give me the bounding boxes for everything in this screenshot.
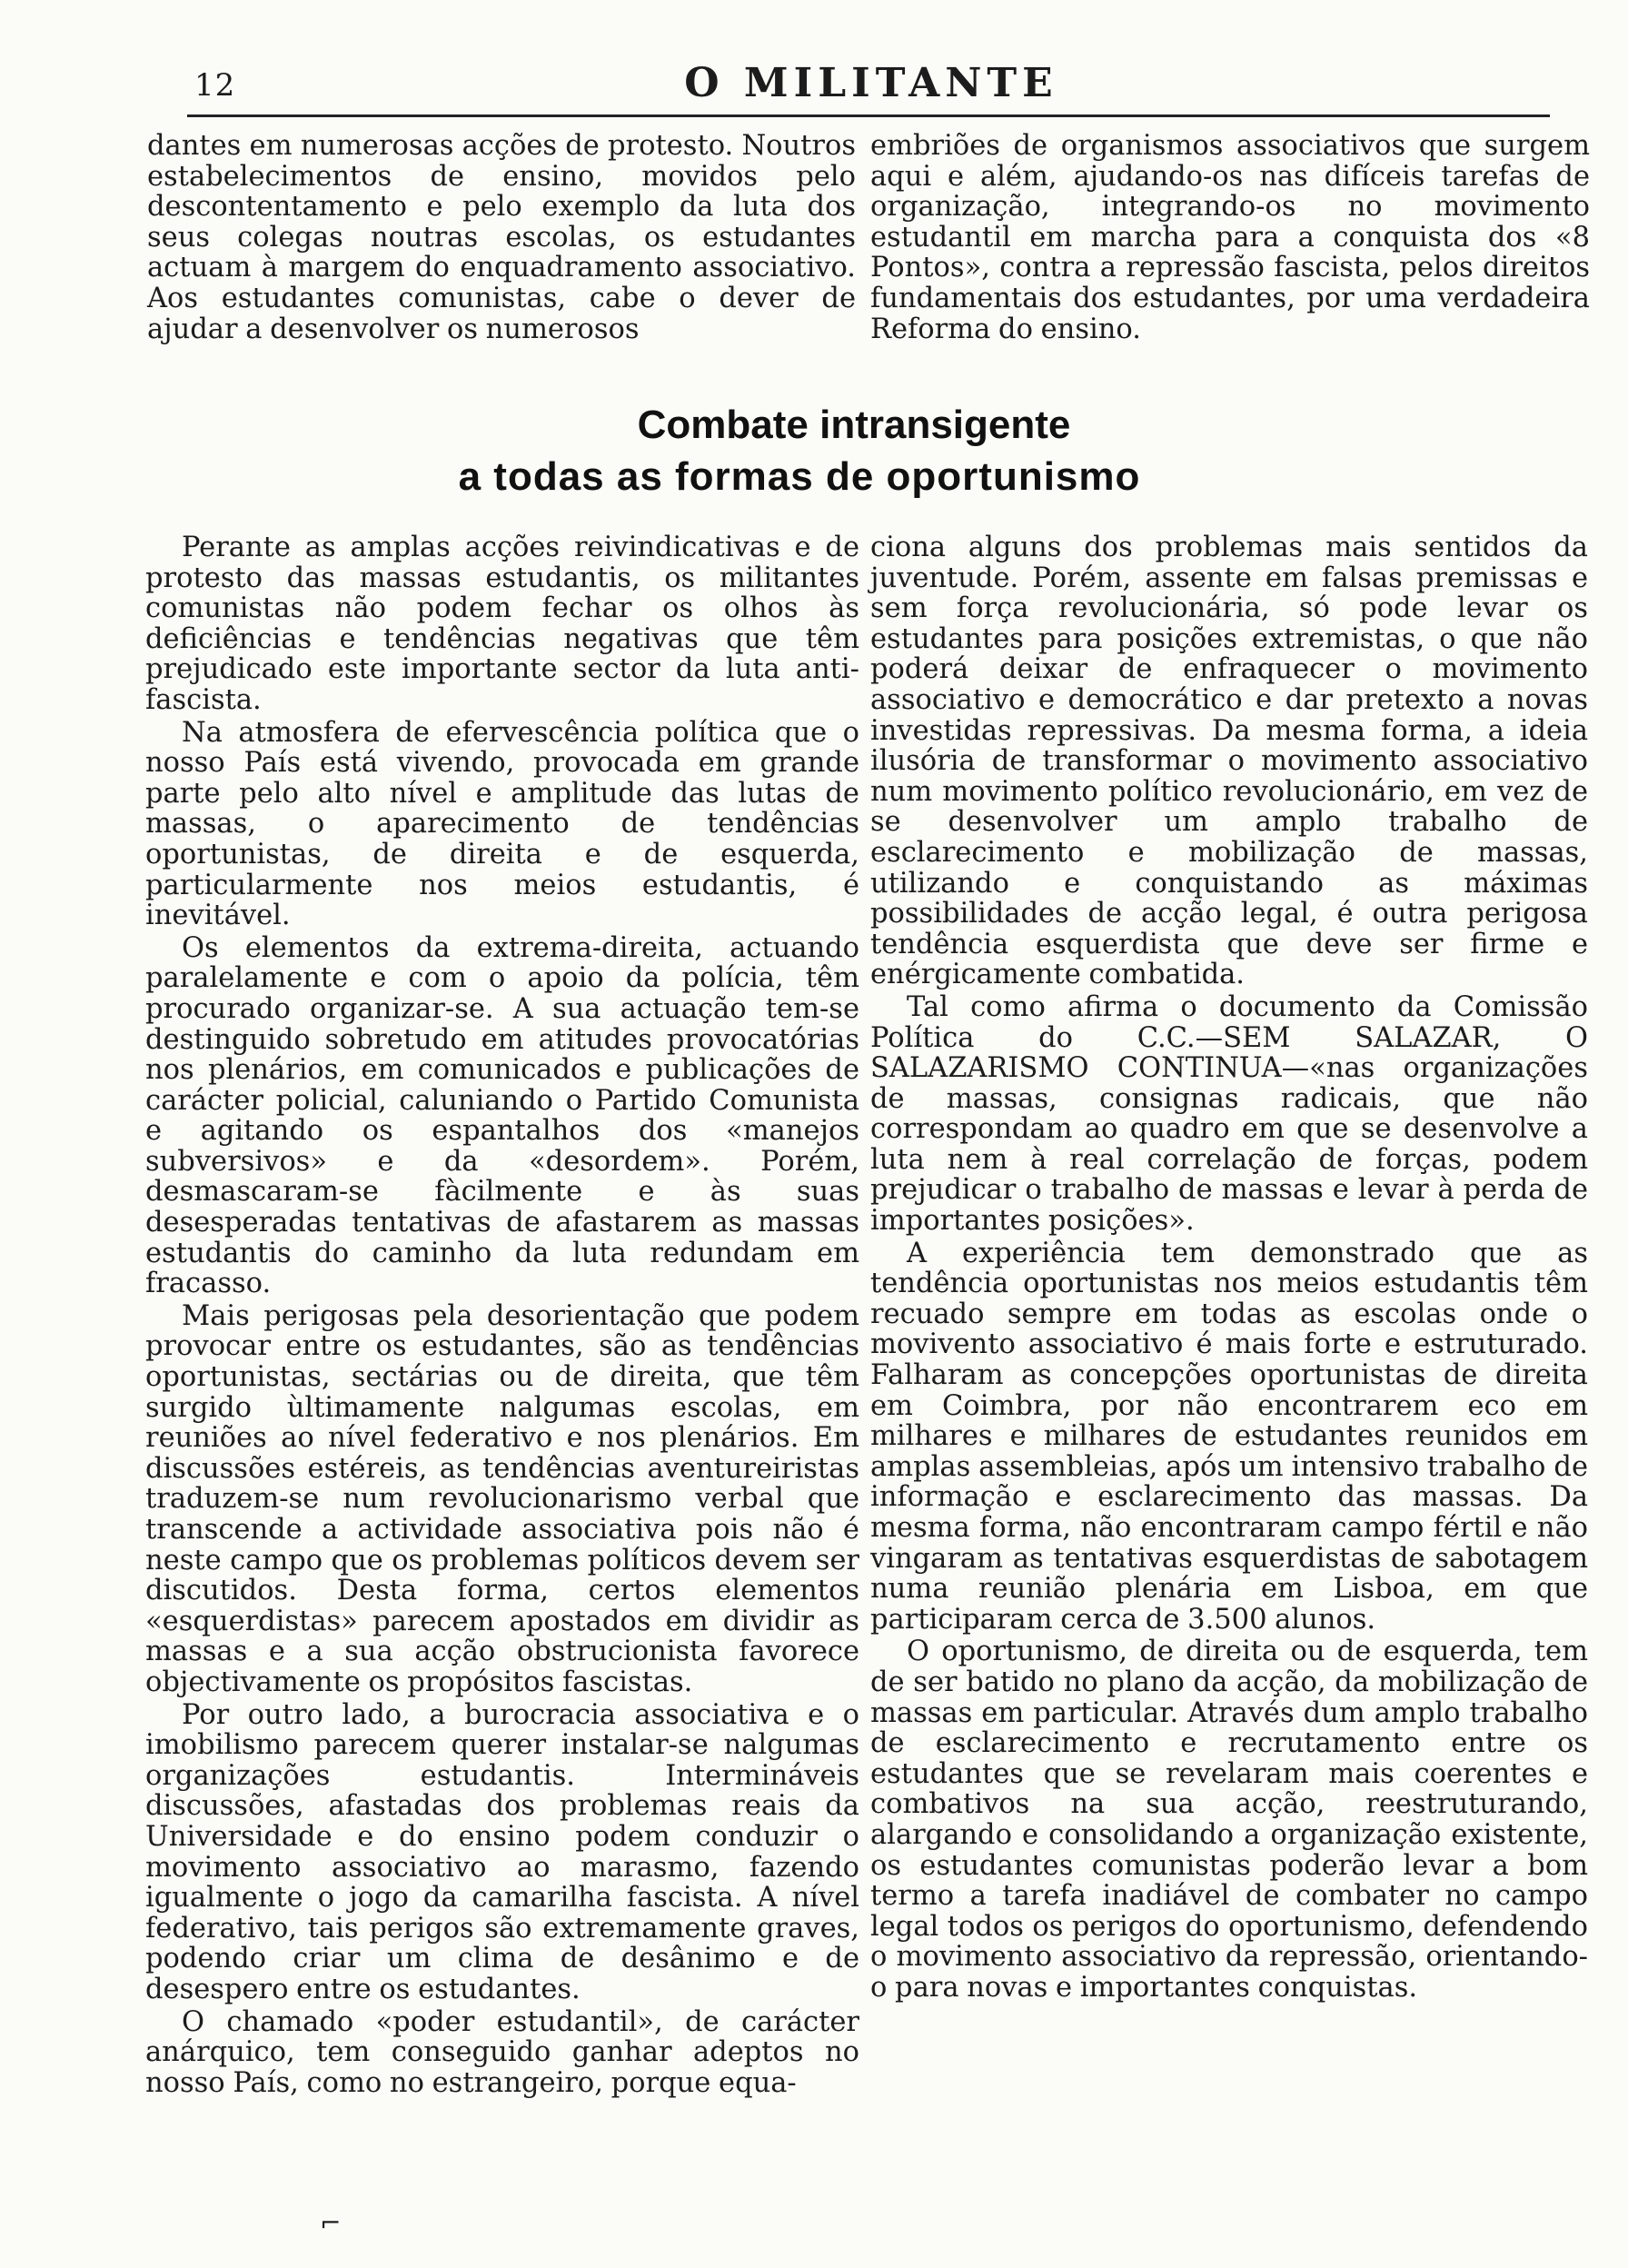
paragraph: Tal como afirma o documento da Comissão Política do C.C.—SEM SALAZAR, O SALAZARISMO CONTINUA—«nas organizações de massas, consignas radicais, que não correspondam ao quadro em que se desenvolve a luta nem à real correlação de forças, podem prejudicar o trabalho de massas e levar à perda de importantes posições».	[870, 990, 1588, 1238]
paragraph: ciona alguns dos problemas mais sentidos da juventude. Porém, assente em falsas premissas e sem força revolucionária, só pode levar os estudantes para posições extremistas, o que não poderá deixar de enfraquecer o movimento associativo e democrático e dar pretexto a novas investidas repressivas. Da mesma forma, a ideia ilusória de transformar o movimento associativo num movimento político revolucionário, em vez de se desenvolver um amplo trabalho de esclarecimento e mobilização de massas, utilizando e conquistando as máximas possibilidades de acção legal, é outra perigosa tendência esquerdista que deve ser firme e enérgicamente combatida.	[870, 532, 1588, 991]
article-headline	[182, 400, 1454, 503]
paragraph: O oportunismo, de direita ou de esquerda, tem de ser batido no plano da acção, da mobilização de massas em particular. Através dum amplo trabalho de esclarecimento e recrutamento entre os estudantes que se revelaram mais coerentes e combativos na sua acção, reestruturando, alargando e consolidando a organização existente, os estudantes comunistas poderão levar a bom termo a tarefa inadiável de combater no campo legal todos os perigos do oportunismo, defendendo o movimento associativo da repressão, orientando-o para novas e importantes conquistas.	[870, 1636, 1588, 2004]
paragraph: Por outro lado, a burocracia associativa e o imobilismo parecem querer instalar-se nalgumas organizações estudantis. Intermináveis discussões, afastadas dos problemas reais da Universidade e do ensino podem conduzir o movimento associativo ao marasmo, fazendo igualmente o jogo da camarilha fascista. A nível federativo, tais perigos são extremamente graves, podendo criar um clima de desânimo e de desespero entre os estudantes.	[145, 1698, 859, 2005]
page-header	[194, 56, 1548, 114]
paragraph: embriões de organismos associativos que surgem aqui e além, ajudando-os nas difíceis tarefas de organização, integrando-os no movimento estudantil em marcha para a conquista dos «8 Pontos», contra a repressão fascista, pelos direitos fundamentais dos estudantes, por uma verdadeira Reforma do ensino.	[870, 130, 1590, 345]
paragraph: O chamado «poder estudantil», de carácter anárquico, tem conseguido ganhar adeptos no nosso País, como no estrangeiro, porque equa-	[145, 2005, 859, 2099]
page-number: 12	[194, 67, 236, 104]
print-mark: ⌐	[320, 2208, 342, 2238]
paragraph: A experiência tem demonstrado que as tendência oportunistas nos meios estudantis têm recuado sempre em todas as escolas onde o movivento associativo é mais forte e estruturado. Falharam as concepções oportunistas de direita em Coimbra, por não encontrarem eco em milhares e milhares de estudantes reunidos em amplas assembleias, após um intensivo trabalho de informação e esclarecimento das massas. Da mesma forma, não encontraram campo fértil e não vingaram as tentativas esquerdistas de sabotagem numa reunião plenária em Lisboa, em que participaram cerca de 3.500 alunos.	[870, 1237, 1588, 1636]
paragraph: Mais perigosas pela desorientação que podem provocar entre os estudantes, são as tendências oportunistas, sectárias ou de direita, que têm surgido ùltimamente nalgumas escolas, em reuniões ao nível federativo e nos plenários. Em discussões estéreis, as tendências aventureiristas traduzem-se num revolucionarismo verbal que transcende a actividade associativa pois não é neste campo que os problemas políticos devem ser discutidos. Desta forma, certos elementos «esquerdistas» parecem apostados em dividir as massas e a sua acção obstrucionista favorece objectivamente os propósitos fascistas.	[145, 1299, 859, 1698]
top-right-column	[870, 131, 1590, 344]
paragraph: Os elementos da extrema-direita, actuando paralelamente e com o apoio da polícia, têm procurado organizar-se. A sua actuação tem-se destinguido sobretudo em atitudes provocatórias nos plenários, em comunicados e publicações de carácter policial, caluniando o Partido Comunista e agitando os espantalhos dos «manejos subversivos» e da «desordem». Porém, desmascaram-se fàcilmente e às suas desesperadas tentativas de afastarem as massas estudantis do caminho da luta redundam em fracasso.	[145, 931, 859, 1300]
top-left-column	[147, 131, 856, 344]
running-head: O MILITANTE	[684, 60, 1058, 106]
paragraph: dantes em numerosas acções de protesto. Noutros estabelecimentos de ensino, movidos pelo descontentamento e pelo exemplo da luta dos seus colegas noutras escolas, os estudantes actuam à margem do enquadramento associativo. Aos estudantes comunistas, cabe o dever de ajudar a desenvolver os numerosos	[147, 130, 856, 345]
article-left-column	[145, 532, 859, 2098]
header-rule	[187, 114, 1550, 117]
article-right-column	[870, 532, 1588, 2004]
headline-line-1: Combate intransigente	[637, 403, 1071, 447]
paragraph: Na atmosfera de efervescência política que o nosso País está vivendo, provocada em grande parte pelo alto nível e amplitude das lutas de massas, o aparecimento de tendências oportunistas, de direita e de esquerda, particularmente nos meios estudantis, é inevitável.	[145, 716, 859, 932]
paragraph: Perante as amplas acções reivindicativas e de protesto das massas estudantis, os militantes comunistas não podem fechar os olhos às deficiências e tendências negativas que têm prejudicado este importante sector da luta anti-fascista.	[145, 532, 859, 716]
headline-line-2: a todas as formas de oportunismo	[458, 454, 1141, 499]
